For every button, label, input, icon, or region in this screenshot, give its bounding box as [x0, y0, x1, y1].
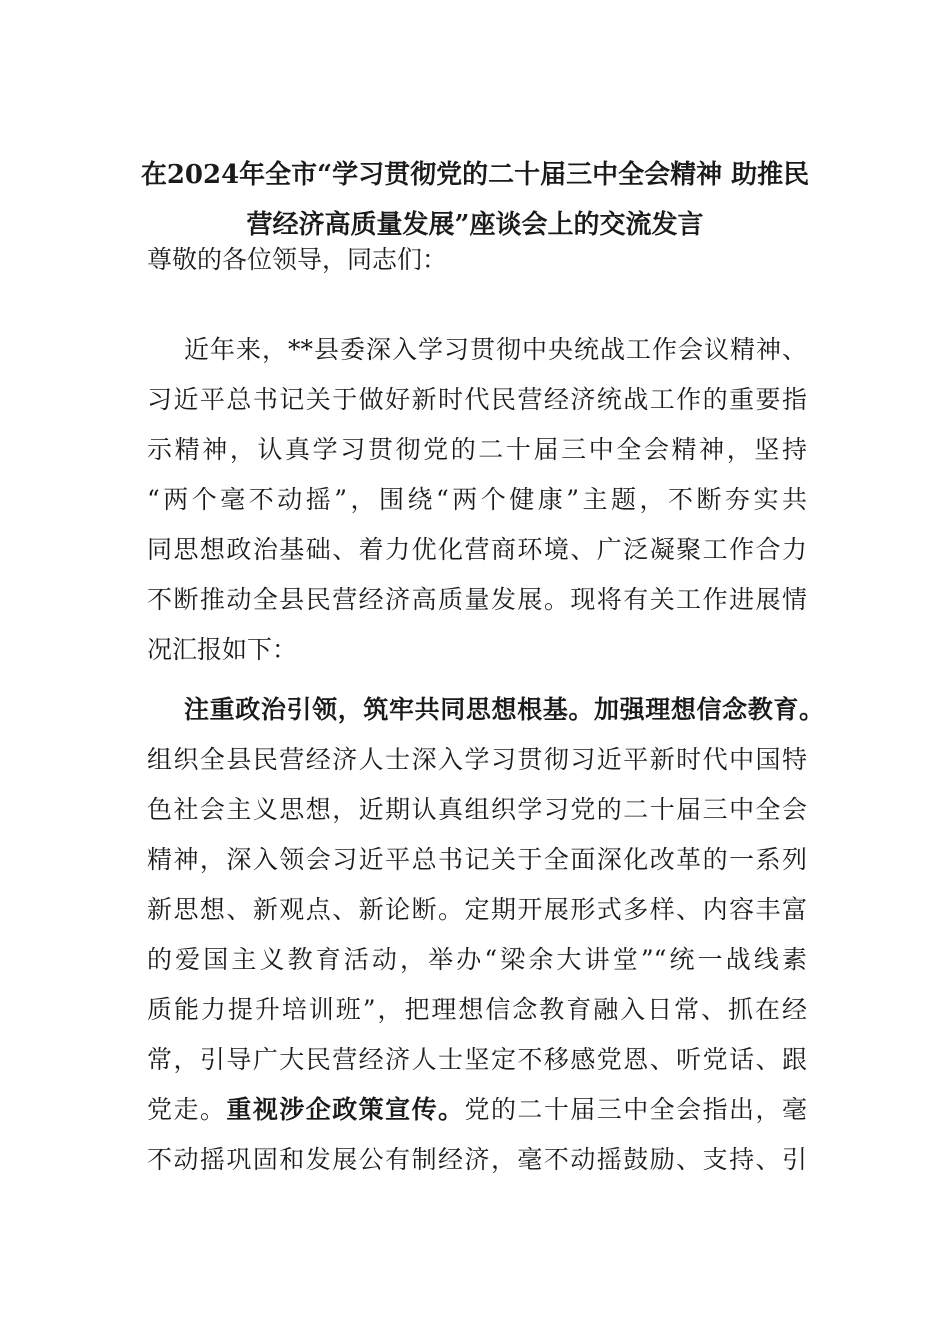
paragraph-2-heading: 注重政治引领，筑牢共同思想根基。加强理想信念教育。	[184, 695, 824, 724]
paragraph-2-line-9: 不动摇巩固和发展公有制经济，毫不动摇鼓励、支持、引	[147, 1145, 807, 1174]
paragraph-2-line-4: 新思想、新观点、新论断。定期开展形式多样、内容丰富	[147, 895, 807, 924]
paragraph-2-line-1: 组织全县民营经济人士深入学习贯彻习近平新时代中国特	[147, 745, 807, 774]
paragraph-2-line-2: 色社会主义思想，近期认真组织学习党的二十届三中全会	[147, 795, 807, 824]
salutation: 尊敬的各位领导，同志们：	[147, 245, 448, 274]
paragraph-1-line-4: “两个毫不动摇”，围绕“两个健康”主题，不断夯实共	[147, 485, 807, 514]
paragraph-1-line-2: 习近平总书记关于做好新时代民营经济统战工作的重要指	[147, 385, 807, 414]
paragraph-1-line-5: 同思想政治基础、着力优化营商环境、广泛凝聚工作合力	[147, 535, 807, 564]
paragraph-1-line-3: 示精神，认真学习贯彻党的二十届三中全会精神，坚持	[147, 435, 807, 464]
paragraph-1-line-1: 近年来，**县委深入学习贯彻中央统战工作会议精神、	[184, 335, 807, 364]
paragraph-1-line-6: 不断推动全县民营经济高质量发展。现将有关工作进展情	[147, 585, 807, 614]
paragraph-2-line-8-text-b: 党的二十届三中全会指出，毫	[464, 1095, 807, 1124]
paragraph-2-line-5: 的爱国主义教育活动，举办“梁余大讲堂”“统一战线素	[147, 945, 807, 974]
paragraph-2-line-8-text-a: 党走。	[147, 1095, 227, 1124]
paragraph-2-line-3: 精神，深入领会习近平总书记关于全面深化改革的一系列	[147, 845, 807, 874]
paragraph-2-subheading: 重视涉企政策宣传。	[226, 1095, 465, 1124]
paragraph-2-line-6: 质能力提升培训班”，把理想信念教育融入日常、抓在经	[147, 995, 807, 1024]
paragraph-2-line-8	[147, 1093, 807, 1127]
paragraph-2-line-7: 常，引导广大民营经济人士坚定不移感党恩、听党话、跟	[147, 1045, 807, 1074]
document-title-line-1: 在2024年全市“学习贯彻党的二十届三中全会精神 助推民	[140, 160, 810, 190]
paragraph-1-line-7: 况汇报如下：	[147, 635, 298, 664]
document-title-line-2: 营经济高质量发展”座谈会上的交流发言	[246, 210, 704, 240]
